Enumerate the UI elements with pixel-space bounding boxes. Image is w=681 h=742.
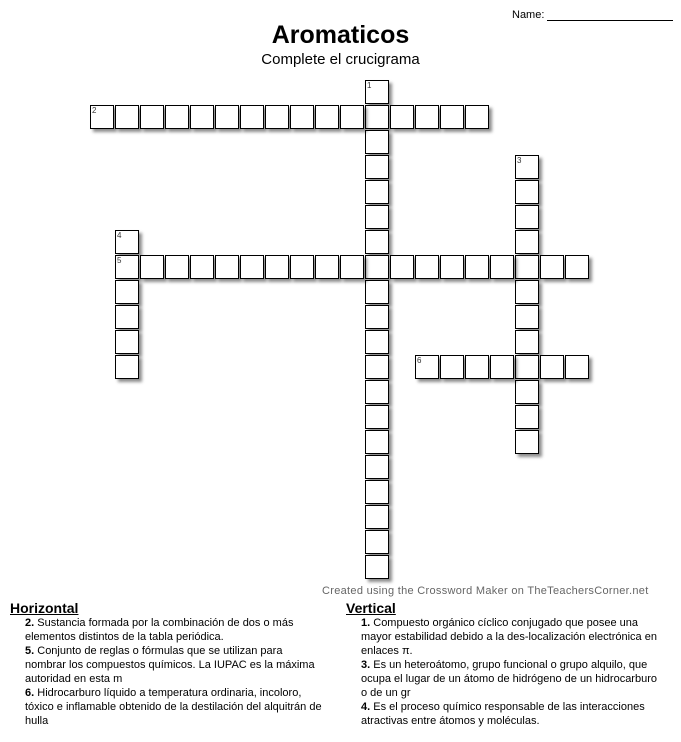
crossword-cell[interactable] <box>90 105 114 129</box>
crossword-cell[interactable] <box>415 255 439 279</box>
crossword-cell[interactable] <box>365 530 389 554</box>
crossword-cell[interactable] <box>515 230 539 254</box>
crossword-cell[interactable] <box>340 105 364 129</box>
crossword-cell[interactable] <box>365 480 389 504</box>
credit-text: Created using the Crossword Maker on TheTeachersCorner.net <box>322 585 649 597</box>
crossword-cell[interactable] <box>415 355 439 379</box>
crossword-cell[interactable] <box>115 305 139 329</box>
name-label: Name: <box>512 9 545 21</box>
clue-number: 4 <box>117 231 122 240</box>
crossword-cell[interactable] <box>565 255 589 279</box>
crossword-cell[interactable] <box>465 355 489 379</box>
crossword-cell[interactable] <box>365 505 389 529</box>
crossword-cell[interactable] <box>515 355 539 379</box>
crossword-cell[interactable] <box>365 130 389 154</box>
crossword-cell[interactable] <box>340 255 364 279</box>
crossword-cell[interactable] <box>465 105 489 129</box>
crossword-cell[interactable] <box>490 355 514 379</box>
clue-down-1: 1. Compuesto orgánico cíclico conjugado que posee una mayor estabilidad debido a la des-localización electrónica en enlaces π. <box>361 617 657 657</box>
crossword-cell[interactable] <box>415 105 439 129</box>
horizontal-clues <box>10 616 322 728</box>
crossword-cell[interactable] <box>515 180 539 204</box>
crossword-cell[interactable] <box>315 255 339 279</box>
horizontal-title: Horizontal <box>10 600 79 616</box>
crossword-cell[interactable] <box>290 105 314 129</box>
crossword-cell[interactable] <box>265 255 289 279</box>
clue-down-3: 3. Es un heteroátomo, grupo funcional o grupo alquilo, que ocupa el lugar de un átomo de hidrógeno de un hidrocarburo o de un gr <box>361 659 657 699</box>
page-subtitle: Complete el crucigrama <box>261 51 420 68</box>
crossword-cell[interactable] <box>365 405 389 429</box>
crossword-cell[interactable] <box>515 405 539 429</box>
crossword-cell[interactable] <box>290 255 314 279</box>
crossword-cell[interactable] <box>240 105 264 129</box>
clue-number: 3 <box>517 156 522 165</box>
clue-across-5: 5. Conjunto de reglas o fórmulas que se utilizan para nombrar los compuestos químicos. La IUPAC es la máxima autoridad en esta m <box>25 645 315 685</box>
vertical-title: Vertical <box>346 600 396 616</box>
crossword-cell[interactable] <box>215 255 239 279</box>
crossword-cell[interactable] <box>390 255 414 279</box>
crossword-cell[interactable] <box>115 230 139 254</box>
crossword-cell[interactable] <box>515 430 539 454</box>
vertical-clues <box>346 616 658 728</box>
clue-number: 1 <box>367 81 372 90</box>
crossword-cell[interactable] <box>365 355 389 379</box>
clue-across-6: 6. Hidrocarburo líquido a temperatura ordinaria, incoloro, tóxico e inflamable obtenido de la destilación del alquitrán de hulla <box>25 687 322 727</box>
clue-number: 6 <box>417 356 422 365</box>
crossword-cell[interactable] <box>365 430 389 454</box>
crossword-cell[interactable] <box>365 455 389 479</box>
crossword-cell[interactable] <box>215 105 239 129</box>
crossword-cell[interactable] <box>115 105 139 129</box>
crossword-cell[interactable] <box>490 255 514 279</box>
crossword-cell[interactable] <box>140 105 164 129</box>
crossword-cell[interactable] <box>440 355 464 379</box>
clue-across-2: 2. Sustancia formada por la combinación de dos o más elementos distintos de la tabla periódica. <box>25 617 294 643</box>
crossword-cell[interactable] <box>515 155 539 179</box>
crossword-cell[interactable] <box>365 180 389 204</box>
crossword-cell[interactable] <box>515 280 539 304</box>
crossword-cell[interactable] <box>115 255 139 279</box>
crossword-cell[interactable] <box>365 555 389 579</box>
crossword-cell[interactable] <box>540 255 564 279</box>
crossword-cell[interactable] <box>315 105 339 129</box>
crossword-cell[interactable] <box>465 255 489 279</box>
crossword-cell[interactable] <box>190 255 214 279</box>
crossword-cell[interactable] <box>240 255 264 279</box>
crossword-cell[interactable] <box>565 355 589 379</box>
crossword-cell[interactable] <box>365 380 389 404</box>
crossword-cell[interactable] <box>440 255 464 279</box>
crossword-cell[interactable] <box>265 105 289 129</box>
clue-number: 2 <box>92 106 97 115</box>
clue-down-4: 4. Es el proceso químico responsable de las interacciones atractivas entre átomos y moléculas. <box>361 701 645 727</box>
crossword-cell[interactable] <box>365 280 389 304</box>
crossword-cell[interactable] <box>140 255 164 279</box>
crossword-cell[interactable] <box>165 255 189 279</box>
page-title: Aromaticos <box>271 21 410 49</box>
crossword-cell[interactable] <box>365 305 389 329</box>
crossword-cell[interactable] <box>515 330 539 354</box>
crossword-cell[interactable] <box>365 80 389 104</box>
crossword-cell[interactable] <box>365 205 389 229</box>
crossword-cell[interactable] <box>115 330 139 354</box>
crossword-cell[interactable] <box>390 105 414 129</box>
crossword-cell[interactable] <box>365 155 389 179</box>
crossword-cell[interactable] <box>115 280 139 304</box>
crossword-cell[interactable] <box>515 255 539 279</box>
clue-number: 5 <box>117 256 122 265</box>
crossword-cell[interactable] <box>365 330 389 354</box>
crossword-cell[interactable] <box>365 255 389 279</box>
crossword-cell[interactable] <box>190 105 214 129</box>
crossword-cell[interactable] <box>540 355 564 379</box>
crossword-cell[interactable] <box>440 105 464 129</box>
crossword-cell[interactable] <box>365 105 389 129</box>
crossword-cell[interactable] <box>515 305 539 329</box>
crossword-cell[interactable] <box>515 205 539 229</box>
crossword-cell[interactable] <box>165 105 189 129</box>
crossword-cell[interactable] <box>115 355 139 379</box>
crossword-cell[interactable] <box>365 230 389 254</box>
crossword-cell[interactable] <box>515 380 539 404</box>
